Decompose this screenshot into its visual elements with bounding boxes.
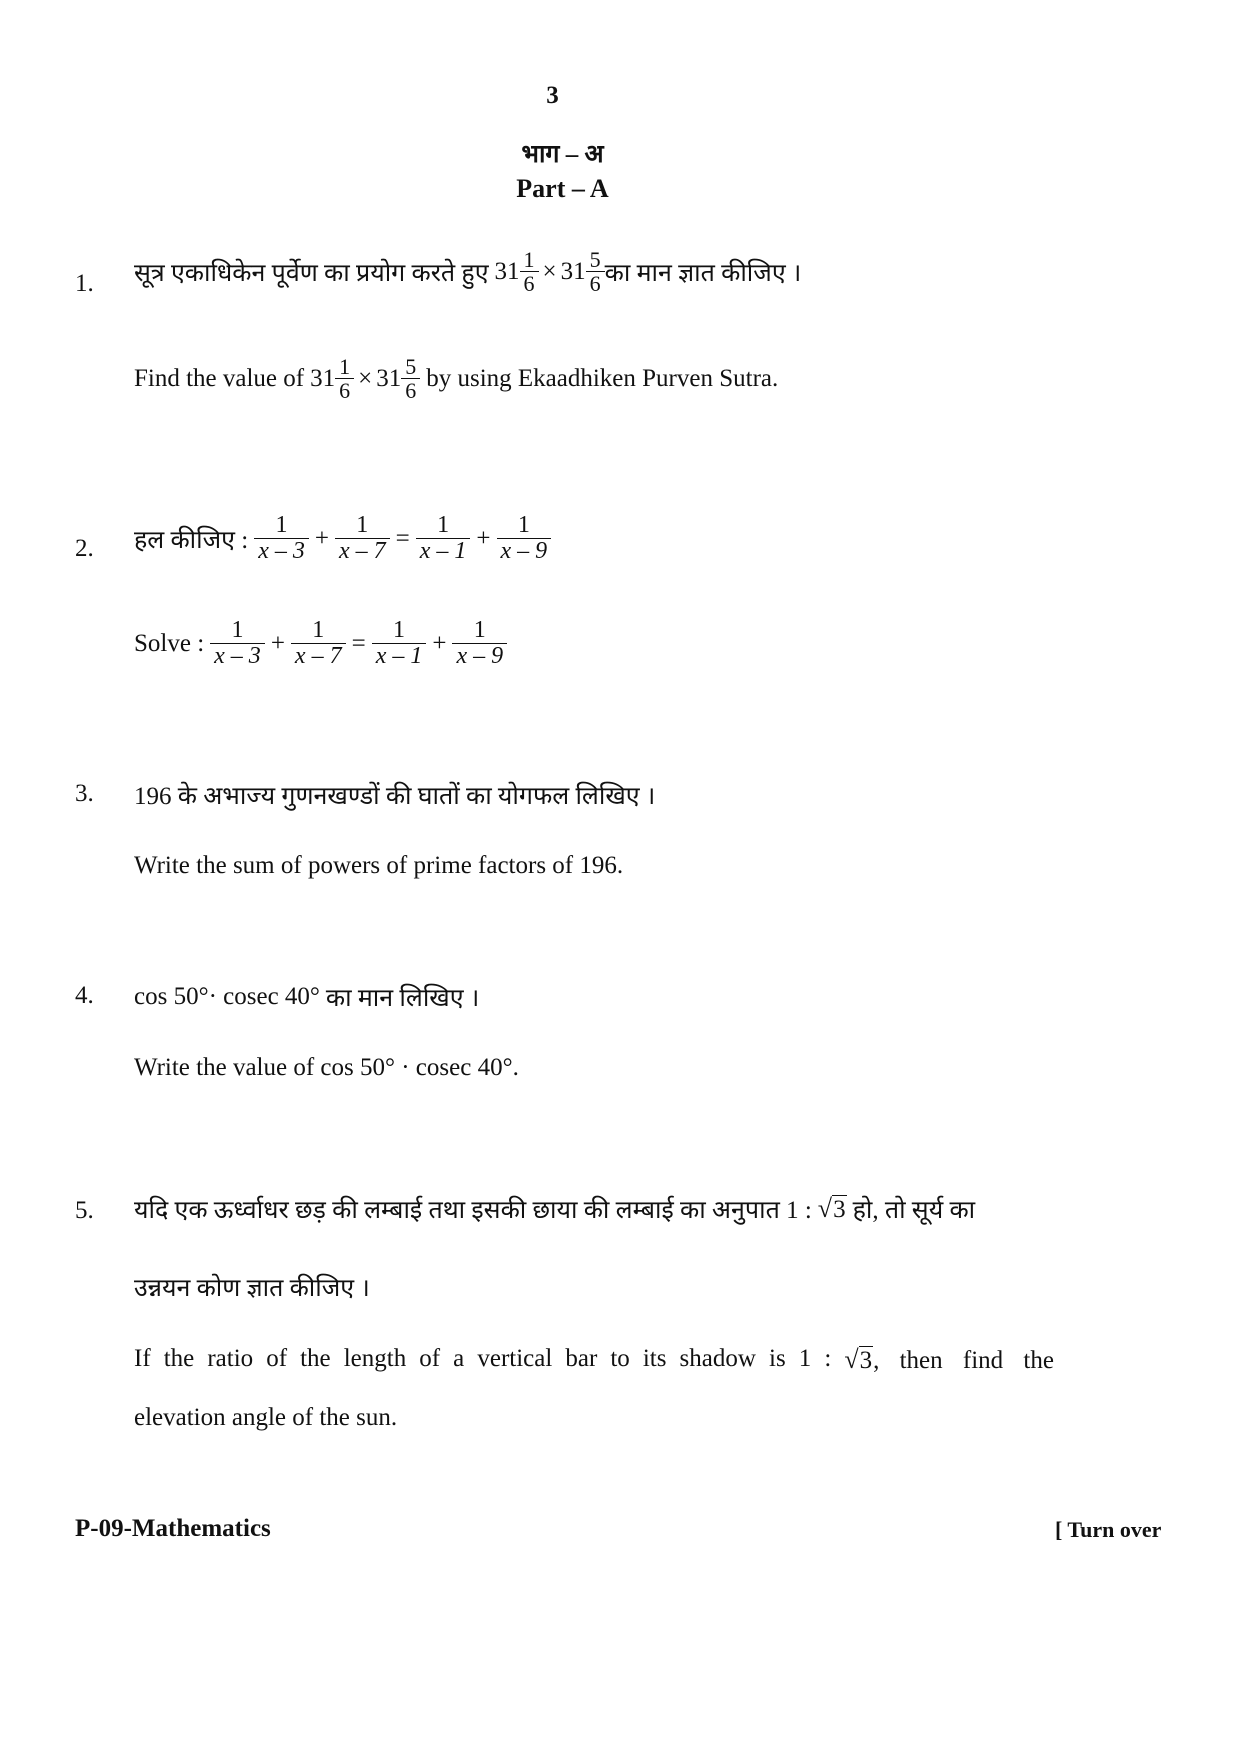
question-1-english (134, 355, 778, 402)
q1-hi-whole-2: 31 (560, 257, 586, 285)
q5-word: bar (565, 1345, 598, 1372)
q5-hindi-line-1-tail: हो, तो सूर्य का (852, 1197, 976, 1224)
question-5-english-line-1 (134, 1345, 1054, 1375)
q2-en-fraction-3: $\frac{1}{x - 1}$ (372, 618, 427, 669)
question-1-hindi (134, 248, 801, 295)
question-5-hindi-line-2: उन्नयन कोण ज्ञात कीजिए । (134, 1275, 370, 1302)
question-2-hindi (134, 513, 553, 564)
q5-word: shadow (679, 1345, 756, 1372)
q5-en-sqrt: √ 3 (844, 1345, 873, 1374)
question-2-english (134, 618, 509, 669)
question-2-number: 2. (75, 535, 94, 562)
question-1-number: 1. (75, 270, 94, 297)
q2-en-fraction-1: $\frac{1}{x - 3}$ (210, 618, 265, 669)
page-number: 3 (546, 82, 559, 109)
question-4-english: Write the value of cos 50° · cosec 40°. (134, 1054, 519, 1081)
q2-en-fraction-4: $\frac{1}{x - 9}$ (452, 618, 507, 669)
q1-en-whole-1: 31 (310, 364, 336, 392)
q1-hi-whole-1: 31 (494, 257, 520, 285)
q5-hindi-line-1-lead: यदि एक ऊर्ध्वाधर छड़ की लम्बाई तथा इसकी छाया की लम्बाई का अनुपात 1 : (134, 1197, 812, 1224)
q1-en-fraction-2: $\frac{5}{6}$ (401, 355, 420, 402)
q1-en-whole-2: 31 (376, 364, 402, 392)
q2-hindi-label: हल कीजिए : (134, 526, 249, 554)
q5-word: ratio (207, 1345, 254, 1372)
q5-word: vertical (477, 1345, 553, 1372)
q1-en-fraction-1: $\frac{1}{6}$ (335, 355, 354, 402)
question-5-hindi-line-1 (134, 1192, 975, 1226)
q5-word: If (134, 1345, 151, 1372)
q4-hindi-math: cos 50°· cosec 40° (134, 983, 320, 1010)
q5-word: of (266, 1345, 288, 1372)
q4-hindi-text: का मान लिखिए । (325, 985, 480, 1012)
q5-hi-sqrt: √ 3 (817, 1194, 846, 1223)
question-3-english: Write the sum of powers of prime factors of 196. (134, 852, 624, 879)
question-5-number: 5. (75, 1197, 94, 1224)
question-4-number: 4. (75, 982, 94, 1009)
q5-word: 1 (798, 1345, 812, 1372)
q5-word: length (343, 1345, 407, 1372)
q1-en-times: × (358, 364, 373, 392)
q5-word: a (453, 1345, 465, 1372)
q2-hi-fraction-1: $\frac{1}{x - 3}$ (254, 513, 309, 564)
q2-en-plus-2: + (432, 629, 447, 657)
q2-hi-plus-2: + (476, 524, 491, 552)
question-4-hindi (134, 980, 479, 1014)
q2-en-equals: = (351, 629, 366, 657)
q5-en-sqrt-group (844, 1345, 1054, 1375)
q5-word: the (163, 1345, 195, 1372)
q1-hi-times: × (542, 257, 557, 285)
q1-hi-fraction-1: $\frac{1}{6}$ (520, 248, 539, 295)
q1-english-lead: Find the value of (134, 364, 305, 392)
q5-word: is (769, 1345, 786, 1372)
q2-hi-fraction-4: $\frac{1}{x - 9}$ (497, 513, 552, 564)
q1-hindi-lead: सूत्र एकाधिकेन पूर्वेण का प्रयोग करते हुए (134, 259, 489, 287)
q1-hindi-tail: का मान ज्ञात कीजिए । (604, 259, 802, 287)
q2-hi-plus-1: + (314, 524, 329, 552)
q5-word: to (610, 1345, 630, 1372)
q2-hi-equals: = (395, 524, 410, 552)
q2-en-fraction-2: $\frac{1}{x - 7}$ (291, 618, 346, 669)
q2-hi-fraction-2: $\frac{1}{x - 7}$ (335, 513, 390, 564)
part-title-english: Part – A (516, 174, 609, 203)
q1-hi-fraction-2: $\frac{5}{6}$ (586, 248, 605, 295)
q5-word: : (824, 1345, 832, 1372)
q2-english-label: Solve : (134, 629, 205, 657)
q2-en-plus-1: + (270, 629, 285, 657)
question-5-english-line-2: elevation angle of the sun. (134, 1404, 398, 1431)
footer-turn-over: [ Turn over (1055, 1517, 1162, 1542)
q2-hi-fraction-3: $\frac{1}{x - 1}$ (416, 513, 471, 564)
q5-english-line-1-tail: , then find the (873, 1347, 1054, 1374)
question-3-hindi: 196 के अभाज्य गुणनखण्डों की घातों का योगफल लिखिए । (134, 783, 656, 810)
q5-word: the (300, 1345, 331, 1372)
part-title-hindi: भाग – अ (521, 141, 604, 168)
question-3-number: 3. (75, 780, 94, 807)
q5-word: of (419, 1345, 441, 1372)
q5-word: its (642, 1345, 667, 1372)
footer-subject-code: P-09-Mathematics (75, 1515, 271, 1542)
q1-english-tail: by using Ekaadhiken Purven Sutra. (426, 364, 779, 392)
